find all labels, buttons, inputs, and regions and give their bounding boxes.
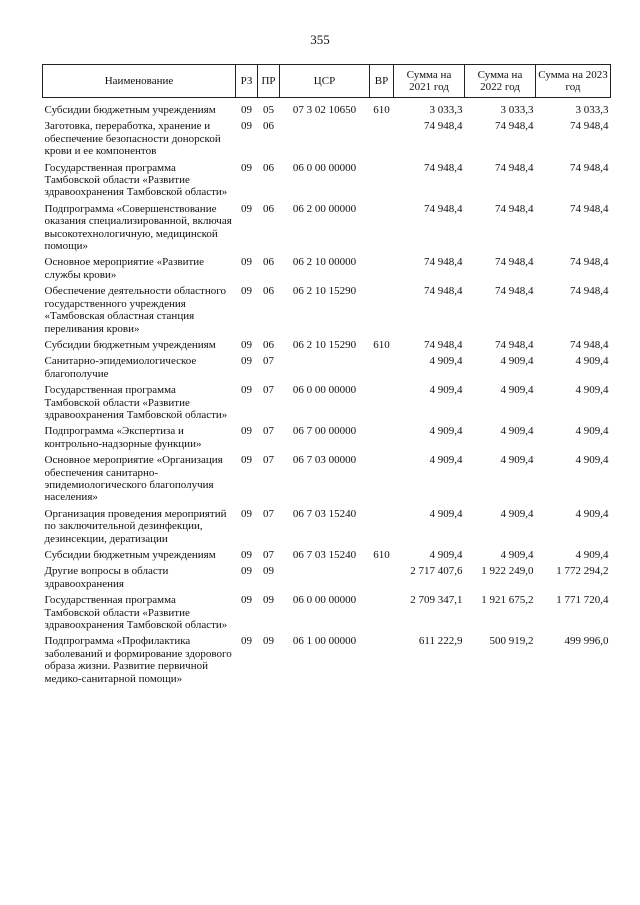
row-pr: 09 [263, 565, 274, 578]
row-sum-2021: 4 909,4 [429, 454, 463, 467]
row-pr: 09 [263, 594, 274, 607]
row-vr [370, 256, 394, 285]
table-row [43, 355, 611, 384]
row-sum-2023: 4 909,4 [575, 425, 609, 438]
row-name: Санитарно-эпидемиологическое благополучие [44, 355, 197, 380]
row-sum-2021: 74 948,4 [424, 120, 463, 133]
table-row [43, 454, 611, 508]
row-vr [370, 635, 394, 689]
row-rz: 09 [241, 549, 252, 561]
row-sum-2022: 3 033,3 [500, 104, 534, 116]
header-sum-2021: Сумма на 2021 год [394, 65, 465, 98]
row-sum-2022: 74 948,4 [495, 202, 534, 215]
row-name: Субсидии бюджетным учреждениям [44, 338, 216, 351]
header-csr: ЦСР [280, 65, 370, 98]
row-name: Государственная программа Тамбовской области «Развитие здравоохранения Тамбовской области» [44, 594, 228, 632]
row-pr: 05 [263, 104, 274, 116]
row-csr: 07 3 02 10650 [292, 104, 357, 116]
header-pr: ПР [258, 65, 280, 98]
row-rz: 09 [241, 355, 252, 368]
row-csr: 06 2 10 00000 [292, 256, 357, 269]
row-sum-2021: 2 717 407,6 [410, 565, 463, 578]
row-csr: 06 2 00 00000 [292, 202, 357, 215]
row-sum-2022: 4 909,4 [500, 425, 534, 438]
row-sum-2023: 4 909,4 [575, 355, 609, 368]
row-rz: 09 [241, 161, 252, 174]
row-rz: 09 [241, 454, 252, 467]
row-sum-2021: 3 033,3 [429, 104, 463, 116]
row-vr: 610 [373, 338, 390, 351]
row-name: Подпрограмма «Совершенствование оказания специализированной, включая высокотехнологичную, медицинской помощи» [44, 202, 232, 253]
table-row [43, 256, 611, 285]
row-rz: 09 [241, 565, 252, 578]
row-vr [370, 508, 394, 549]
row-sum-2023: 74 948,4 [570, 161, 609, 174]
budget-table [42, 64, 611, 689]
row-vr [370, 162, 394, 203]
row-rz: 09 [241, 635, 252, 648]
table-row [43, 594, 611, 635]
row-csr: 06 0 00 00000 [292, 384, 357, 397]
row-pr: 06 [263, 161, 274, 174]
row-sum-2022: 4 909,4 [500, 549, 534, 561]
row-csr: 06 2 10 15290 [292, 338, 357, 351]
page-number: 355 [310, 32, 330, 47]
row-csr: 06 7 00 00000 [292, 425, 357, 438]
row-name: Обеспечение деятельности областного государственного учреждения «Тамбовская областная станция переливания крови» [44, 285, 226, 335]
row-sum-2021: 4 909,4 [429, 507, 463, 520]
table-row [43, 549, 611, 565]
row-csr: 06 7 03 15240 [292, 549, 357, 561]
row-sum-2023: 1 772 294,2 [556, 565, 609, 578]
row-rz: 09 [241, 202, 252, 215]
table-row [43, 203, 611, 257]
row-name: Организация проведения мероприятий по заключительной дезинфекции, дезинсекции, дератизации [44, 507, 227, 545]
header-sum-2023: Сумма на 2023 год [536, 65, 611, 98]
row-vr: 610 [373, 104, 390, 116]
row-sum-2021: 74 948,4 [424, 285, 463, 298]
row-sum-2021: 74 948,4 [424, 202, 463, 215]
row-name: Основное мероприятие «Развитие службы крови» [44, 256, 205, 281]
row-sum-2021: 4 909,4 [429, 425, 463, 438]
row-sum-2022: 4 909,4 [500, 507, 534, 520]
row-sum-2022: 500 919,2 [489, 635, 534, 648]
row-csr: 06 0 00 00000 [292, 161, 357, 174]
row-sum-2022: 4 909,4 [500, 454, 534, 467]
row-name: Заготовка, переработка, хранение и обеспечение безопасности донорской крови и ее компонентов [44, 120, 221, 158]
row-sum-2021: 74 948,4 [424, 256, 463, 269]
row-rz: 09 [241, 507, 252, 520]
table-row [43, 508, 611, 549]
row-name: Подпрограмма «Профилактика заболеваний и формирование здорового образа жизни. Развитие первичной медико-санитарной помощи» [44, 635, 232, 685]
table-row [43, 635, 611, 689]
row-sum-2022: 4 909,4 [500, 355, 534, 368]
row-name: Основное мероприятие «Организация обеспечения санитарно-эпидемиологического благополучия населения» [44, 454, 223, 504]
row-pr: 06 [263, 202, 274, 215]
row-rz: 09 [241, 338, 252, 351]
header-vr: ВР [370, 65, 394, 98]
row-sum-2021: 74 948,4 [424, 161, 463, 174]
row-name: Другие вопросы в области здравоохранения [44, 565, 169, 590]
row-sum-2023: 4 909,4 [575, 454, 609, 467]
table-row [43, 565, 611, 594]
table-row [43, 120, 611, 161]
row-vr [370, 454, 394, 508]
row-sum-2022: 74 948,4 [495, 285, 534, 298]
row-pr: 09 [263, 635, 274, 648]
row-sum-2023: 74 948,4 [570, 120, 609, 133]
row-vr [370, 565, 394, 594]
row-rz: 09 [241, 256, 252, 269]
row-pr: 06 [263, 285, 274, 298]
row-csr: 06 1 00 00000 [292, 635, 357, 648]
row-sum-2021: 4 909,4 [429, 384, 463, 397]
row-pr: 06 [263, 256, 274, 269]
row-pr: 07 [263, 384, 274, 397]
row-name: Субсидии бюджетным учреждениям [44, 549, 216, 561]
row-pr: 07 [263, 549, 274, 561]
header-sum-2022: Сумма на 2022 год [465, 65, 536, 98]
row-sum-2023: 74 948,4 [570, 338, 609, 351]
row-sum-2022: 74 948,4 [495, 256, 534, 269]
row-pr: 06 [263, 338, 274, 351]
row-sum-2022: 1 921 675,2 [481, 594, 534, 607]
row-pr: 07 [263, 425, 274, 438]
table-row [43, 98, 611, 121]
row-vr [370, 203, 394, 257]
row-vr [370, 285, 394, 339]
row-vr [370, 355, 394, 384]
row-sum-2021: 74 948,4 [424, 338, 463, 351]
row-pr: 06 [263, 120, 274, 133]
row-name: Государственная программа Тамбовской области «Развитие здравоохранения Тамбовской области» [44, 384, 228, 421]
row-sum-2023: 74 948,4 [570, 285, 609, 298]
table-row [43, 339, 611, 355]
table-row [43, 425, 611, 454]
table-row [43, 384, 611, 425]
row-rz: 09 [241, 285, 252, 298]
row-sum-2022: 4 909,4 [500, 384, 534, 397]
row-csr: 06 2 10 15290 [292, 285, 357, 298]
row-csr: 06 0 00 00000 [292, 594, 357, 607]
row-sum-2023: 499 996,0 [564, 635, 609, 648]
table-row [43, 162, 611, 203]
row-sum-2021: 2 709 347,1 [410, 594, 463, 607]
row-sum-2021: 611 222,9 [418, 635, 463, 648]
row-vr [370, 594, 394, 635]
row-rz: 09 [241, 594, 252, 607]
row-csr [280, 355, 370, 384]
row-csr [280, 565, 370, 594]
row-sum-2022: 74 948,4 [495, 120, 534, 133]
row-sum-2023: 74 948,4 [570, 202, 609, 215]
row-sum-2023: 4 909,4 [575, 384, 609, 397]
table-row [43, 285, 611, 339]
row-sum-2023: 3 033,3 [575, 104, 609, 116]
header-rz: РЗ [236, 65, 258, 98]
row-rz: 09 [241, 120, 252, 133]
row-csr [280, 120, 370, 161]
row-vr: 610 [373, 549, 390, 561]
header-row [43, 65, 611, 98]
row-pr: 07 [263, 355, 274, 368]
row-sum-2023: 74 948,4 [570, 256, 609, 269]
row-sum-2021: 4 909,4 [429, 549, 463, 561]
row-sum-2021: 4 909,4 [429, 355, 463, 368]
row-name: Государственная программа Тамбовской области «Развитие здравоохранения Тамбовской области» [44, 161, 228, 199]
row-name: Подпрограмма «Экспертиза и контрольно-надзорные функции» [44, 425, 202, 450]
row-sum-2022: 74 948,4 [495, 161, 534, 174]
row-csr: 06 7 03 00000 [292, 454, 357, 467]
row-sum-2023: 1 771 720,4 [556, 594, 609, 607]
row-pr: 07 [263, 454, 274, 467]
row-rz: 09 [241, 104, 252, 116]
row-name: Субсидии бюджетным учреждениям [44, 104, 216, 116]
row-sum-2023: 4 909,4 [575, 549, 609, 561]
row-vr [370, 120, 394, 161]
row-sum-2023: 4 909,4 [575, 507, 609, 520]
row-csr: 06 7 03 15240 [292, 507, 357, 520]
row-rz: 09 [241, 425, 252, 438]
row-sum-2022: 74 948,4 [495, 338, 534, 351]
row-sum-2022: 1 922 249,0 [481, 565, 534, 578]
header-name: Наименование [43, 65, 236, 98]
row-rz: 09 [241, 384, 252, 397]
row-pr: 07 [263, 507, 274, 520]
row-vr [370, 384, 394, 425]
row-vr [370, 425, 394, 454]
